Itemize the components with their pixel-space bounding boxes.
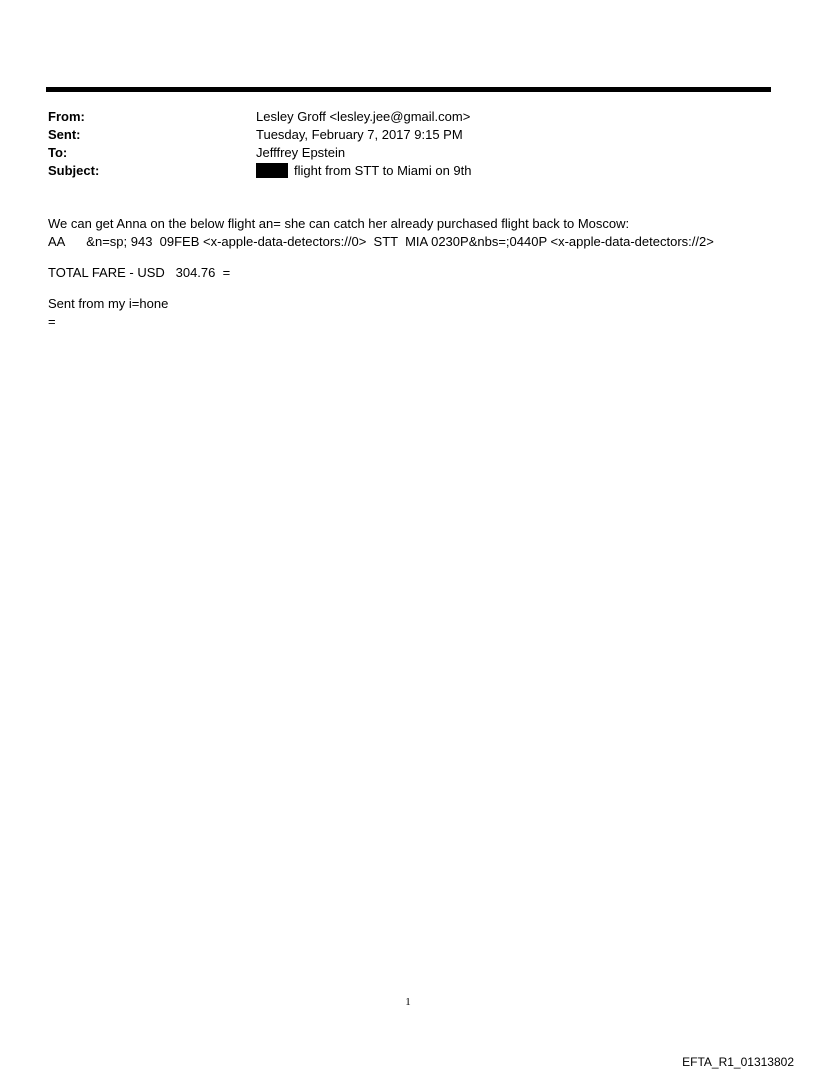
subject-label: Subject: xyxy=(48,163,100,178)
document-id: EFTA_R1_01313802 xyxy=(682,1055,794,1069)
subject-row xyxy=(48,162,768,180)
blank-line xyxy=(48,282,788,295)
blank-line xyxy=(48,251,788,264)
to-value: Jefffrey Epstein xyxy=(256,145,346,160)
from-label: From: xyxy=(48,109,85,124)
subject-value-wrapper xyxy=(256,162,472,180)
to-row xyxy=(48,144,768,162)
redaction-box xyxy=(256,163,288,178)
header-divider xyxy=(46,87,771,92)
sent-label: Sent: xyxy=(48,127,81,142)
body-line: We can get Anna on the below flight an= she can catch her already purchased flight back to Moscow: xyxy=(48,216,630,231)
fare-line: TOTAL FARE - USD 304.76 = xyxy=(48,265,231,280)
email-header xyxy=(48,108,768,180)
sent-value: Tuesday, February 7, 2017 9:15 PM xyxy=(256,127,463,142)
trailing-line: = xyxy=(48,314,56,329)
body-line: AA &n=sp; 943 09FEB <x-apple-data-detectors://0> STT MIA 0230P&nbs=;0440P <x-apple-data-detectors://2> xyxy=(48,234,714,249)
to-label: To: xyxy=(48,145,68,160)
sent-row xyxy=(48,126,768,144)
signature-line: Sent from my i=hone xyxy=(48,296,169,311)
from-row xyxy=(48,108,768,126)
from-value: Lesley Groff <lesley.jee@gmail.com> xyxy=(256,109,471,124)
email-body xyxy=(48,215,788,331)
page-number: 1 xyxy=(405,996,411,1008)
subject-value: flight from STT to Miami on 9th xyxy=(294,163,472,178)
